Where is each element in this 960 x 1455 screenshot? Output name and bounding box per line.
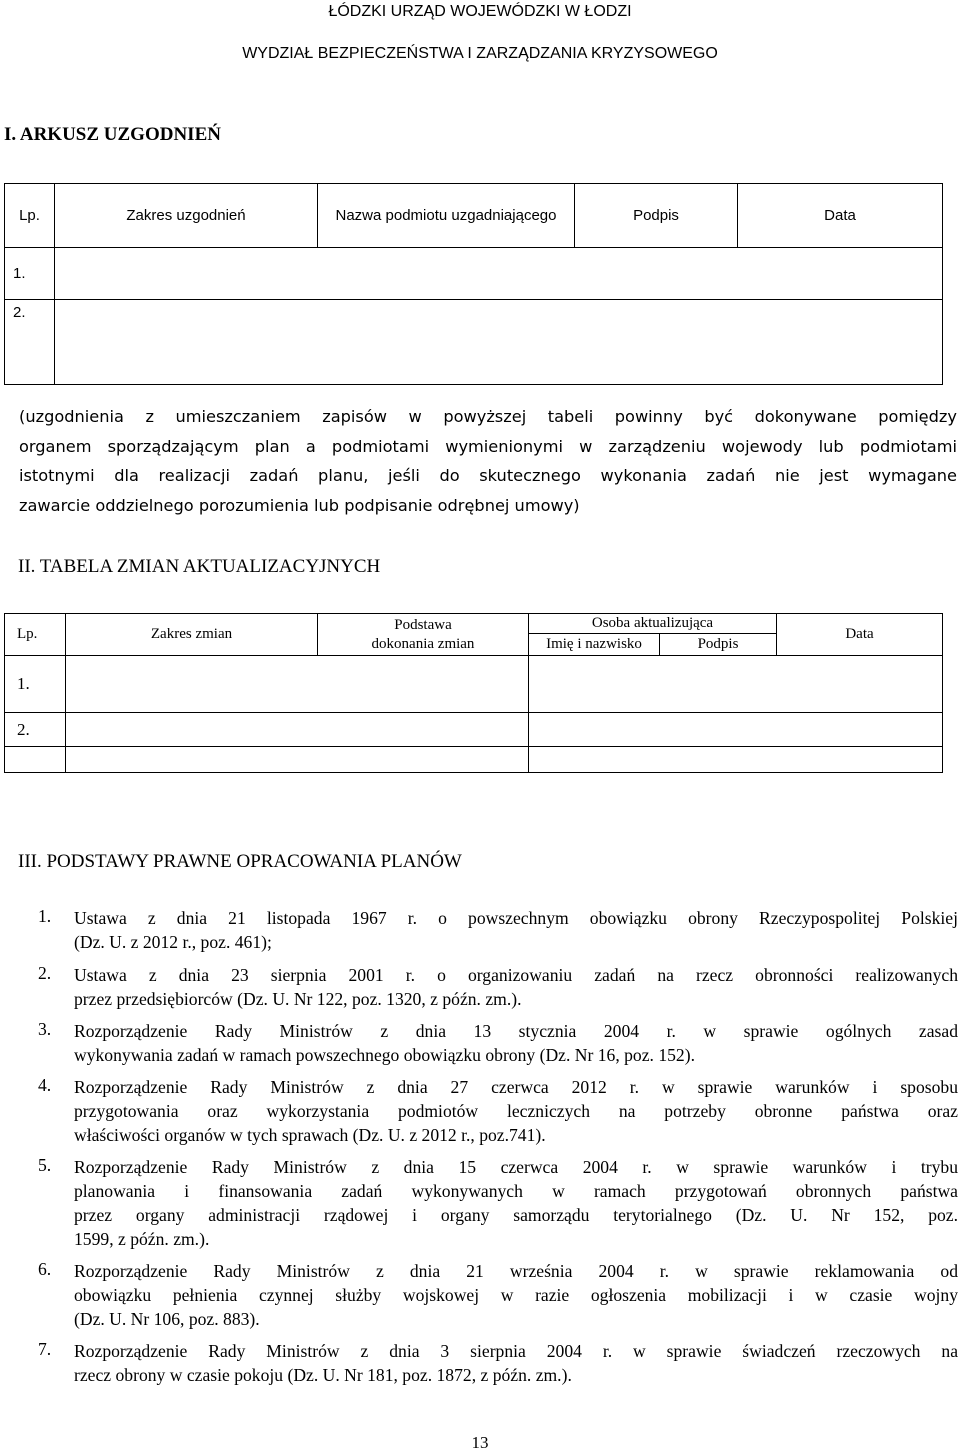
table-row: [5, 300, 943, 385]
row-body[interactable]: [55, 248, 943, 300]
list-item: [0, 1019, 960, 1067]
list-item-line: (Dz. U. z 2012 r., poz. 461);: [74, 932, 272, 952]
col-zakres: Zakres uzgodnień: [55, 184, 318, 248]
list-item-line: przez organy administracji rządowej i organy samorządu terytorialnego (Dz. U. Nr 152, poz.: [74, 1205, 958, 1225]
list-item-number: 6.: [38, 1259, 52, 1279]
agreements-note: [19, 402, 957, 520]
legal-basis-list: [0, 906, 960, 1387]
section-1-title: I. ARKUSZ UZGODNIEŃ: [4, 124, 221, 145]
list-item-line: planowania i finansowania zadań wykonywanych w ramach przygotowań obronnych państwa: [74, 1181, 958, 1201]
table-header-row: [5, 184, 943, 248]
row-number: 1.: [5, 248, 55, 300]
section-2-title: II. TABELA ZMIAN AKTUALIZACYJNYCH: [18, 556, 381, 577]
table-row: [5, 656, 943, 713]
table-header-row: [5, 614, 943, 634]
office-name: ŁÓDZKI URZĄD WOJEWÓDZKI W ŁODZI: [328, 3, 632, 20]
col-podstawa: [318, 614, 529, 656]
list-item-line: rzecz obrony w czasie pokoju (Dz. U. Nr 181, poz. 1872, z późn. zm.).: [74, 1365, 572, 1385]
col-imie: Imię i nazwisko: [529, 634, 660, 656]
row-body[interactable]: [66, 713, 529, 747]
list-item-number: 5.: [38, 1155, 52, 1175]
note-line: zawarcie oddzielnego porozumienia lub podpisanie odrębnej umowy): [19, 495, 580, 515]
list-item-line: przygotowania oraz wykorzystania podmiotów leczniczych na potrzeby obronne państwa oraz: [74, 1101, 958, 1121]
list-item-line: Rozporządzenie Rady Ministrów z dnia 21 września 2004 r. w sprawie reklamowania od: [74, 1261, 958, 1281]
list-item-line: 1599, z późn. zm.).: [74, 1229, 210, 1249]
table-row: [5, 248, 943, 300]
col-podstawa-line2: dokonania zmian: [371, 635, 475, 652]
list-item-number: 2.: [38, 963, 52, 983]
col-data: Data: [777, 614, 943, 656]
list-item-line: Rozporządzenie Rady Ministrów z dnia 13 stycznia 2004 r. w sprawie ogólnych zasad: [74, 1021, 958, 1041]
note-line: (uzgodnienia z umieszczaniem zapisów w powyższej tabeli powinny być dokonywane pomiędzy: [19, 407, 957, 426]
list-item-line: Ustawa z dnia 21 listopada 1967 r. o powszechnym obowiązku obrony Rzeczypospolitej Polskiej: [74, 908, 958, 928]
col-lp: Lp.: [5, 614, 66, 656]
list-item: [0, 1259, 960, 1331]
row-body[interactable]: [66, 747, 529, 773]
list-item-line: Rozporządzenie Rady Ministrów z dnia 27 czerwca 2012 r. w sprawie warunków i sposobu: [74, 1077, 958, 1097]
list-item: [0, 1339, 960, 1387]
section-3-title: III. PODSTAWY PRAWNE OPRACOWANIA PLANÓW: [18, 851, 462, 872]
list-item-line: Rozporządzenie Rady Ministrów z dnia 3 sierpnia 2004 r. w sprawie świadczeń rzeczowych na: [74, 1341, 958, 1361]
col-osoba: Osoba aktualizująca: [529, 614, 777, 634]
row-number: 2.: [5, 300, 55, 385]
row-body[interactable]: [66, 656, 529, 713]
page-number: 13: [471, 1433, 489, 1452]
list-item-number: 7.: [38, 1339, 52, 1359]
row-body[interactable]: [529, 656, 943, 713]
row-number: [5, 747, 66, 773]
col-podstawa-line1: Podstawa: [394, 616, 452, 633]
col-zakres-label: Zakres zmian: [150, 626, 233, 642]
list-item: [0, 906, 960, 954]
row-body[interactable]: [55, 300, 943, 385]
col-lp: Lp.: [5, 184, 55, 248]
row-number: 1.: [5, 656, 66, 713]
col-data: Data: [738, 184, 943, 248]
list-item-line: właściwości organów w tych sprawach (Dz. U. z 2012 r., poz.741).: [74, 1125, 546, 1145]
col-podpis: Podpis: [575, 184, 738, 248]
list-item-line: Ustawa z dnia 23 sierpnia 2001 r. o organizowaniu zadań na rzecz obronności realizowanych: [74, 965, 958, 985]
list-item-line: Rozporządzenie Rady Ministrów z dnia 15 czerwca 2004 r. w sprawie warunków i trybu: [74, 1157, 958, 1177]
list-item-line: przez przedsiębiorców (Dz. U. Nr 122, poz. 1320, z późn. zm.).: [74, 989, 522, 1009]
row-number: 2.: [5, 713, 66, 747]
table-row: [5, 713, 943, 747]
col-zakres-zmian: [66, 614, 318, 656]
col-podmiot: Nazwa podmiotu uzgadniającego: [318, 184, 575, 248]
agreements-table: [4, 183, 943, 385]
list-item: [0, 1155, 960, 1251]
department-name: WYDZIAŁ BEZPIECZEŃSTWA I ZARZĄDZANIA KRYZYSOWEGO: [242, 45, 718, 62]
row-body[interactable]: [529, 747, 943, 773]
list-item-line: obowiązku pełnienia czynnej służby wojskowej w razie ogłoszenia mobilizacji i w czasie wojny: [74, 1285, 958, 1305]
list-item: [0, 963, 960, 1011]
changes-table: [4, 613, 943, 773]
note-line: istotnymi dla realizacji zadań planu, jeśli do skutecznego wykonania zadań nie jest wymagane: [19, 466, 957, 485]
list-item-line: wykonywania zadań w ramach powszechnego obowiązku obrony (Dz. Nr 16, poz. 152).: [74, 1045, 695, 1065]
list-item-line: (Dz. U. Nr 106, poz. 883).: [74, 1309, 260, 1329]
list-item-number: 4.: [38, 1075, 52, 1095]
note-line: organem sporządzającym plan a podmiotami wymienionymi w zarządzeniu wojewody lub podmiotami: [19, 436, 957, 456]
row-body[interactable]: [529, 713, 943, 747]
table-row: [5, 747, 943, 773]
col-podpis: Podpis: [660, 634, 777, 656]
list-item: [0, 1075, 960, 1147]
list-item-number: 3.: [38, 1019, 52, 1039]
list-item-number: 1.: [38, 906, 52, 926]
